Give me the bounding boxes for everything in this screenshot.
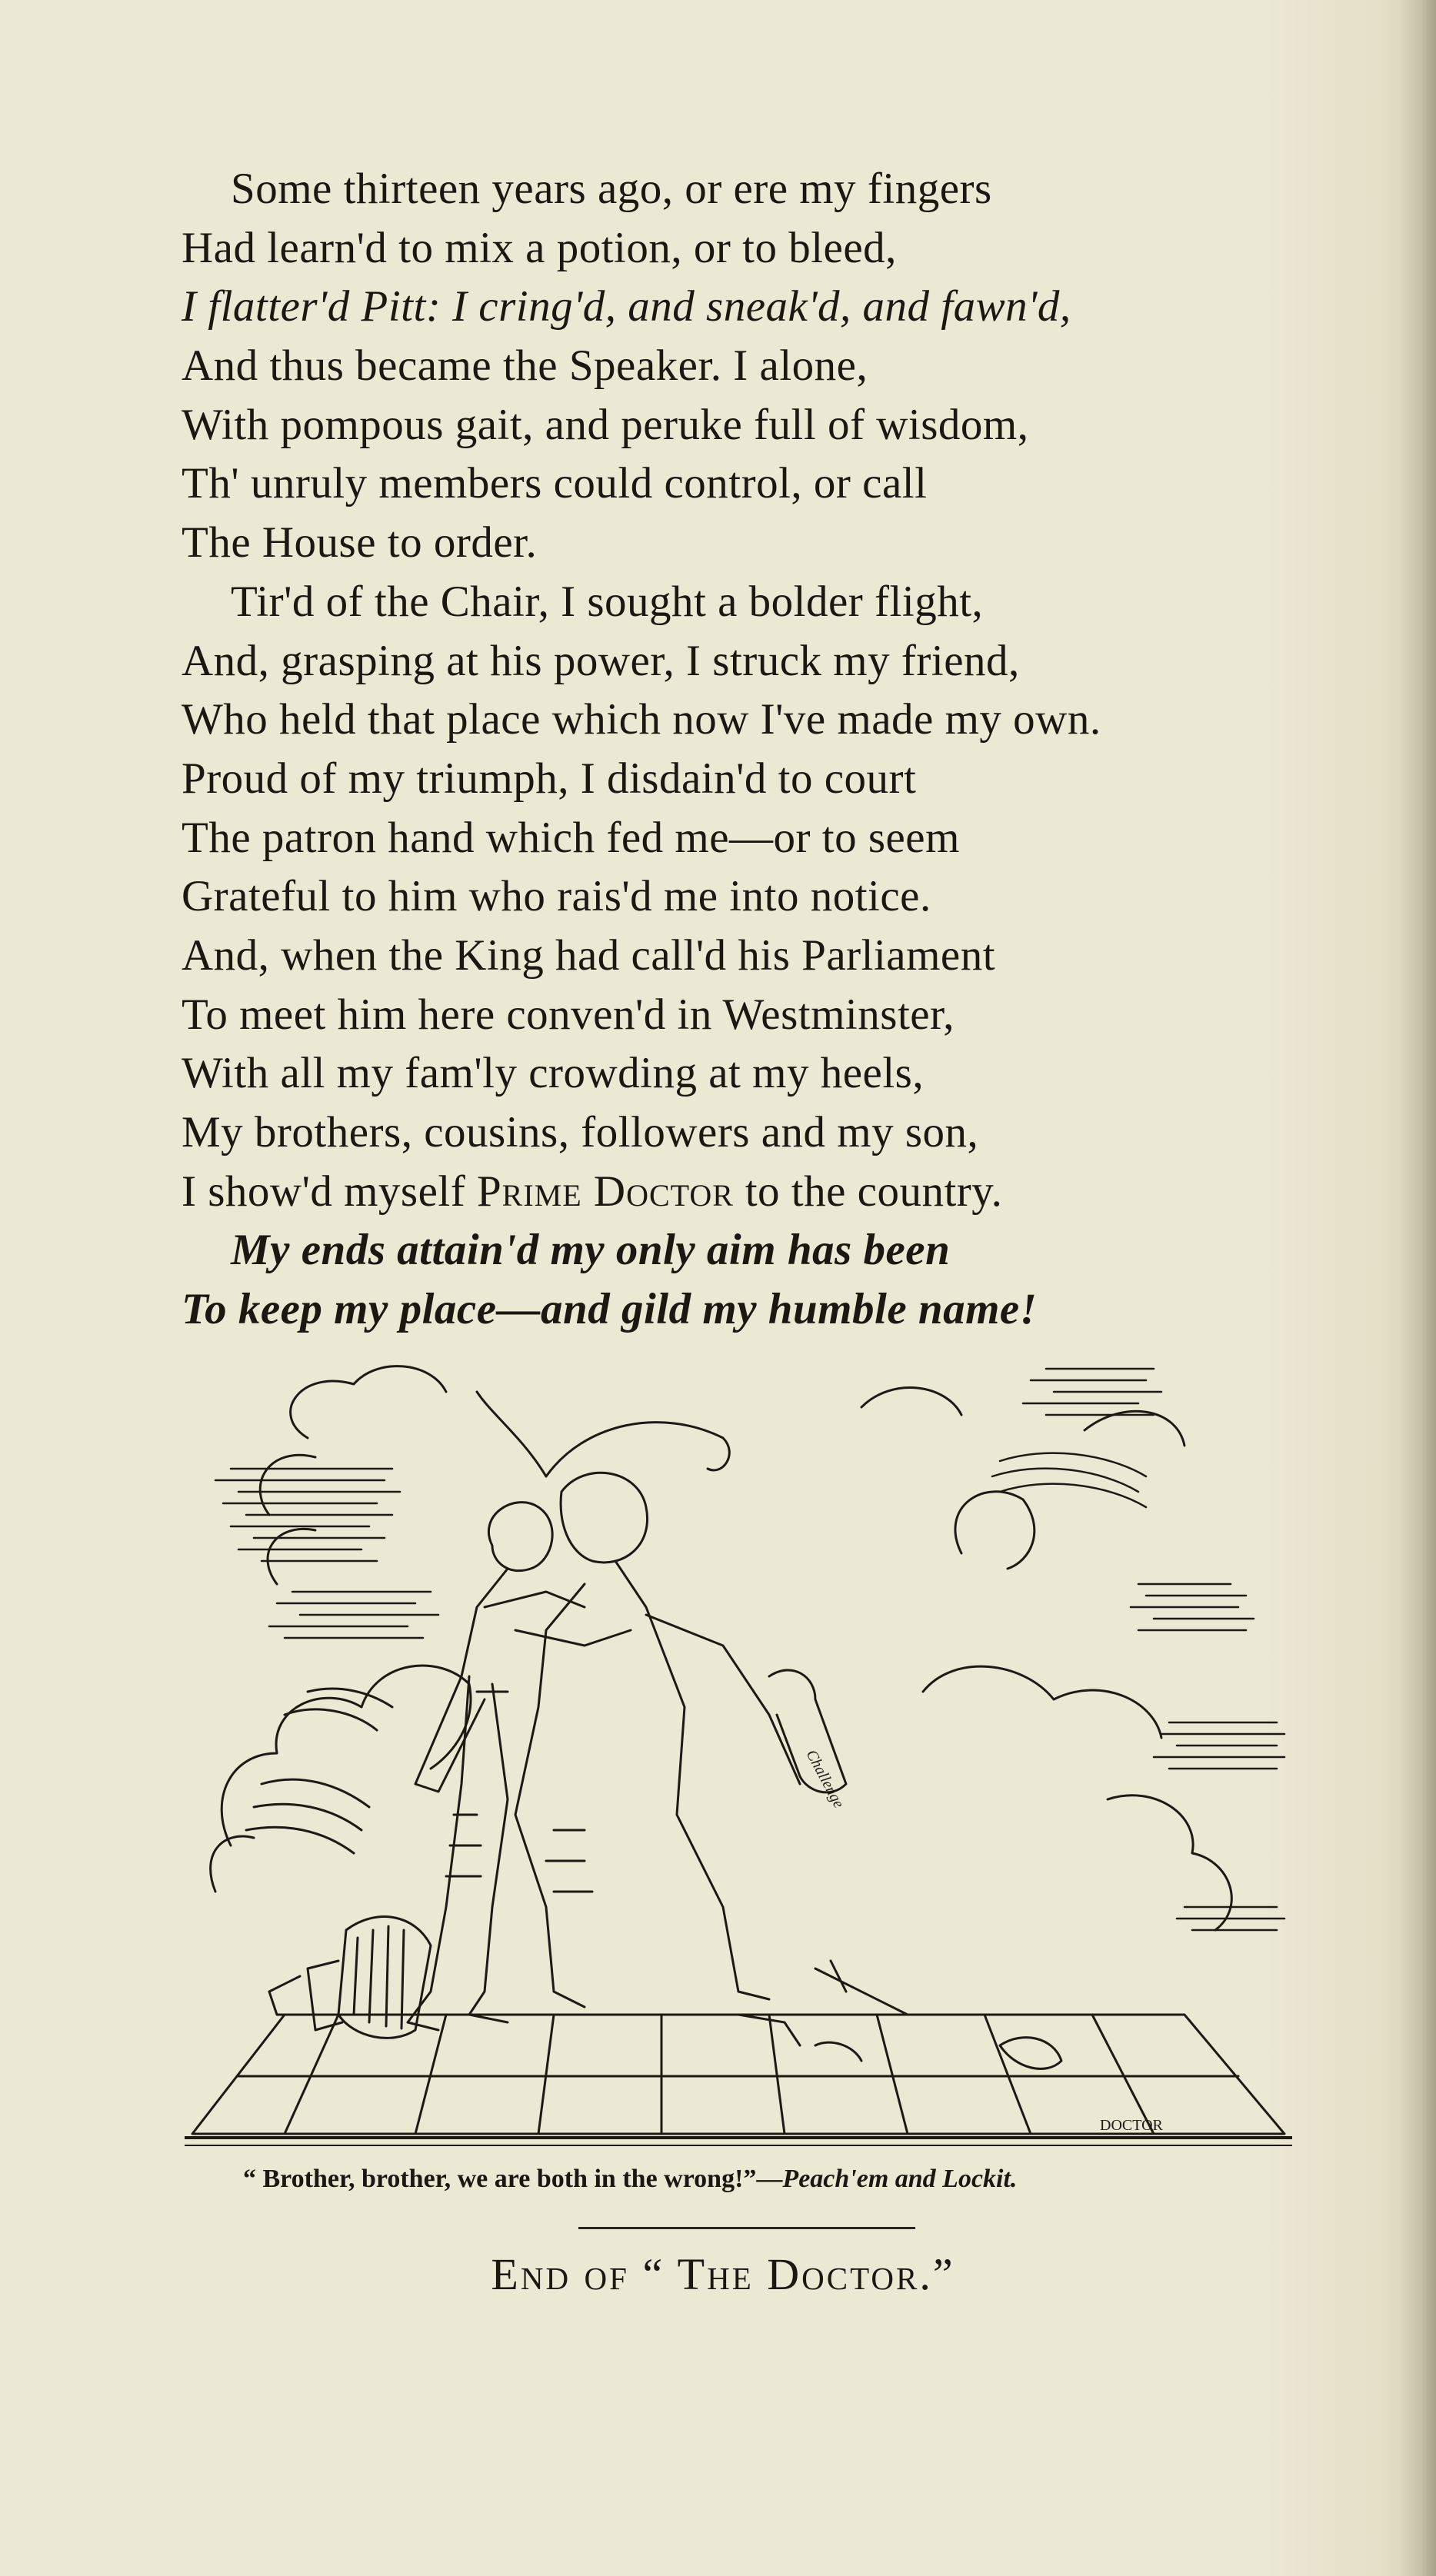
poem-line: With all my fam'ly crowding at my heels,	[182, 1049, 925, 1098]
poem-line: Who held that place which now I've made my own.	[182, 695, 1101, 744]
poem-line: And, grasping at his power, I struck my friend,	[182, 636, 1020, 685]
overturned-chair	[269, 1917, 431, 2039]
poem-line: With pompous gait, and peruke full of wisdom,	[182, 400, 1029, 449]
prime-doctor-text: Prime Doctor	[476, 1167, 734, 1216]
poem-line: I show'd myself	[182, 1167, 477, 1216]
poem-line: The House to order.	[182, 518, 538, 567]
sky-hatching-right	[992, 1369, 1284, 1930]
poem-line: Had learn'd to mix a potion, or to bleed,	[182, 223, 897, 272]
challenge-scroll	[769, 1670, 846, 1792]
caption-source: Peach'em and Lockit.	[782, 2165, 1018, 2193]
caption-quote: “ Brother, brother, we are both in the wrong!”—	[243, 2165, 783, 2193]
border-scrawl: DOCTOR	[1100, 2117, 1163, 2134]
illustration-caption	[243, 2165, 1258, 2194]
end-title: End of “ The Doctor.”	[491, 2249, 955, 2299]
poem-line-tail: to the country.	[733, 1167, 1003, 1216]
figure-right	[477, 1392, 800, 2007]
poem-line: Th' unruly members could control, or call	[182, 459, 928, 508]
poem-line: Grateful to him who rais'd me into notice.	[182, 872, 931, 921]
poem-line: The patron hand which fed me—or to seem	[182, 813, 960, 862]
poem-line: I flatter'd Pitt: I cring'd, and sneak'd, and fawn'd,	[182, 282, 1071, 331]
poem-line-prime-doctor	[182, 1163, 1320, 1222]
closing-line: My ends attain'd my only aim has been	[231, 1226, 951, 1275]
sky-hatching-left	[215, 1469, 438, 1638]
poem-line: Tir'd of the Chair, I sought a bolder flight,	[231, 577, 984, 626]
poem-line: And, when the King had call'd his Parliament	[182, 930, 996, 980]
challenge-label: Challenge	[802, 1747, 848, 1811]
engraving-illustration	[185, 1353, 1292, 2162]
divider-rule	[578, 2227, 915, 2229]
poem-line: And thus became the Speaker. I alone,	[182, 341, 868, 391]
poem-line: My brothers, cousins, followers and my son,	[182, 1108, 979, 1157]
poem-line: To meet him here conven'd in Westminster,	[182, 990, 955, 1039]
poem-line: Some thirteen years ago, or ere my fingers	[231, 165, 992, 213]
poem	[182, 160, 1320, 1340]
poem-line: Proud of my triumph, I disdain'd to court	[182, 754, 917, 803]
cloud-left	[211, 1666, 471, 1892]
bleed-through-heading	[538, 98, 938, 145]
closing-line: To keep my place—and gild my humble name!	[182, 1285, 1038, 1334]
page-edge-shadow	[1399, 0, 1436, 2576]
cloud-upper-left	[260, 1366, 446, 1584]
